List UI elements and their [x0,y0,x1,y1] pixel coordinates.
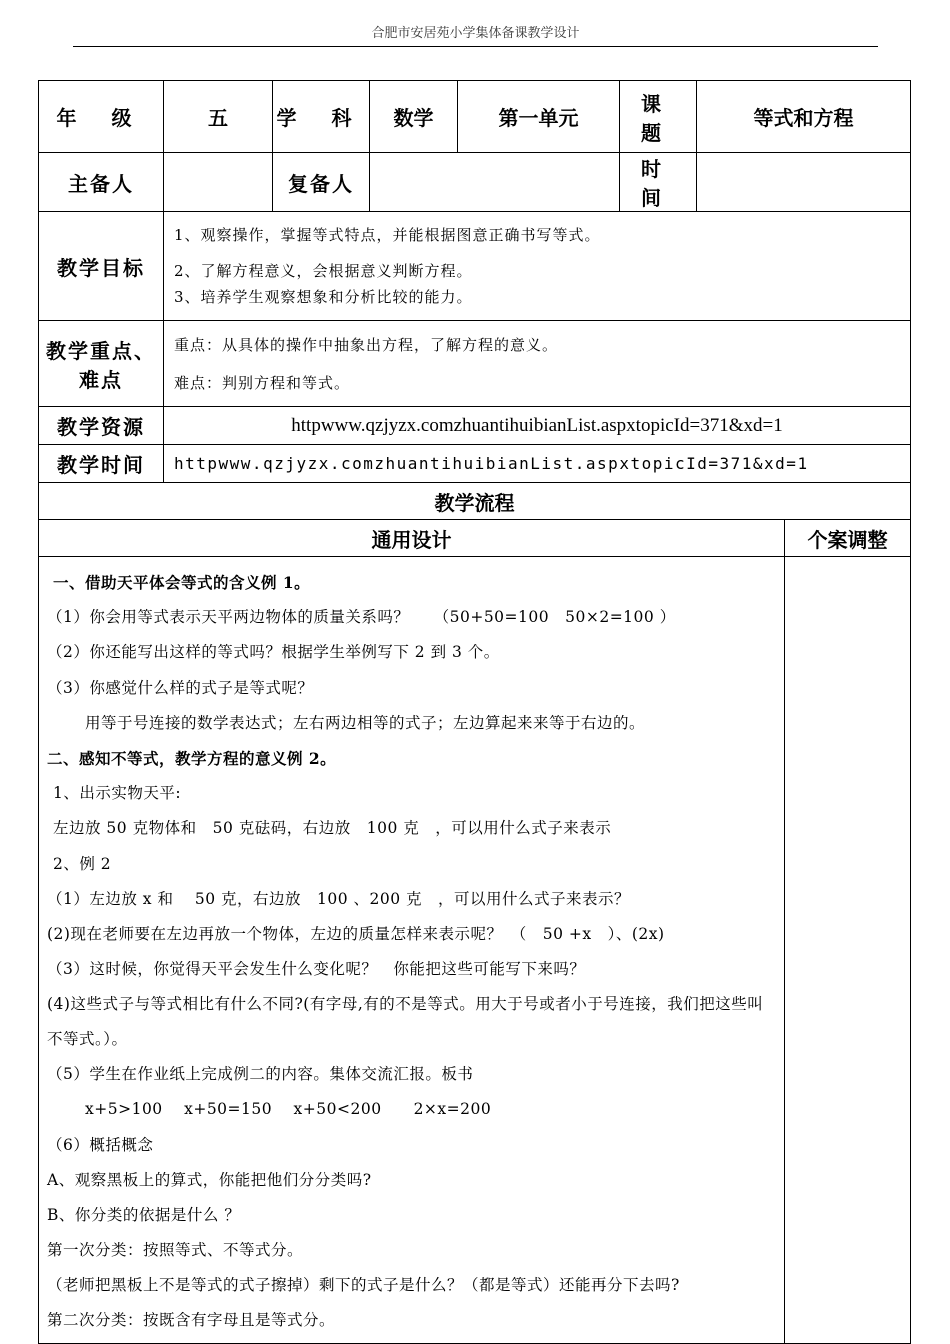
flow-title: 教学流程 [39,483,911,520]
objective-item: 2、了解方程意义，会根据意义判断方程。 [174,262,473,280]
key-points-label-line1: 教学重点、 [46,338,156,363]
body-line: （老师把黑板上不是等式的式子擦掉）剩下的式子是什么？（都是等式）还能再分下去吗? [47,1276,680,1295]
subject-label: 学 科 [273,81,370,153]
lesson-plan-table [38,80,911,1344]
grade-label: 年 级 [39,81,164,153]
unit-value: 第一单元 [458,81,620,153]
time-label: 时 间 [620,153,697,212]
body-line: 1、出示实物天平: [53,784,182,803]
body-line: （3）这时候，你觉得天平会发生什么变化呢？ 你能把这些可能写下来吗？ [47,960,586,979]
co-preparer-label: 复备人 [273,153,370,212]
body-line: （6）概括概念 [47,1135,154,1154]
objective-item: 1、观察操作，掌握等式特点，并能根据图意正确书写等式。 [174,226,601,244]
resources-label: 教学资源 [39,407,164,445]
body-line: (4)这些式子与等式相比有什么不同?(有字母,有的不是等式。用大于号或者小于号连接，我们把这些叫不等式。）。 [47,995,764,1049]
co-preparer-value [370,153,620,212]
grade-value: 五 [164,81,273,153]
body-line: 第一次分类：按照等式、不等式分。 [47,1241,304,1260]
body-line: （1）左边放 x 和 50 克，右边放 100 、200 克 ，可以用什么式子来表示？ [47,889,631,908]
body-line: 用等于号连接的数学表达式；左右两边相等的式子；左边算起来来等于右边的。 [85,713,646,732]
key-point-text: 重点：从具体的操作中抽象出方程，了解方程的意义。 [174,335,559,354]
board-equations: x+5>100 x+50=150 x+50<200 2×x=200 [85,1100,492,1119]
general-design-content [39,557,785,1344]
page-header: 合肥市安居苑小学集体备课教学设计 [73,24,878,47]
body-line: （3）你感觉什么样的式子是等式呢？ [47,678,314,697]
time-value [697,153,911,212]
key-points-content [164,321,911,407]
topic-value: 等式和方程 [697,81,911,153]
section-heading: 一、借助天平体会等式的含义例 1。 [53,573,311,592]
resources-link[interactable]: httpwww.qzjyzx.comzhuantihuibianList.aspxtopicId=371&xd=1 [164,407,911,445]
topic-label: 课 题 [620,81,697,153]
key-points-label [39,321,164,407]
subject-value: 数学 [370,81,458,153]
body-line: 第二次分类：按既含有字母且是等式分。 [47,1311,336,1330]
body-line: 左边放 50 克物体和 50 克砝码，右边放 100 克 ，可以用什么式子来表示 [53,819,612,838]
key-points-label-line2: 难点 [79,367,123,392]
objectives-label: 教学目标 [39,212,164,321]
section-heading: 二、感知不等式，教学方程的意义例 2。 [47,748,337,768]
body-line: （1）你会用等式表示天平两边物体的质量关系吗？ （50+50=100 50×2=100 ） [47,608,676,627]
body-line: （5）学生在作业纸上完成例二的内容。集体交流汇报。板书 [47,1065,474,1084]
body-line: (2)现在老师要在左边再放一个物体，左边的质量怎样来表示呢？ （ 50 +x ）、(2x) [47,924,665,943]
difficult-point-text: 难点：判别方程和等式。 [174,373,351,392]
body-line: 2、例 2 [53,854,112,873]
objectives-content [164,212,911,321]
host-value [164,153,273,212]
general-design-header: 通用设计 [39,520,785,557]
teaching-time-label: 教学时间 [39,445,164,483]
body-line: （2）你还能写出这样的等式吗？根据学生举例写下 2 到 3 个。 [47,643,500,662]
body-line: A、观察黑板上的算式，你能把他们分分类吗? [47,1170,372,1189]
body-line: B、你分类的依据是什么 ？ [47,1206,241,1224]
case-adjust-content [785,557,911,1344]
case-adjust-header: 个案调整 [785,520,911,557]
teaching-time-value: httpwww.qzjyzx.comzhuantihuibianList.aspxtopicId=371&xd=1 [164,445,911,483]
host-label: 主备人 [39,153,164,212]
objective-item: 3、培养学生观察想象和分析比较的能力。 [174,288,473,306]
